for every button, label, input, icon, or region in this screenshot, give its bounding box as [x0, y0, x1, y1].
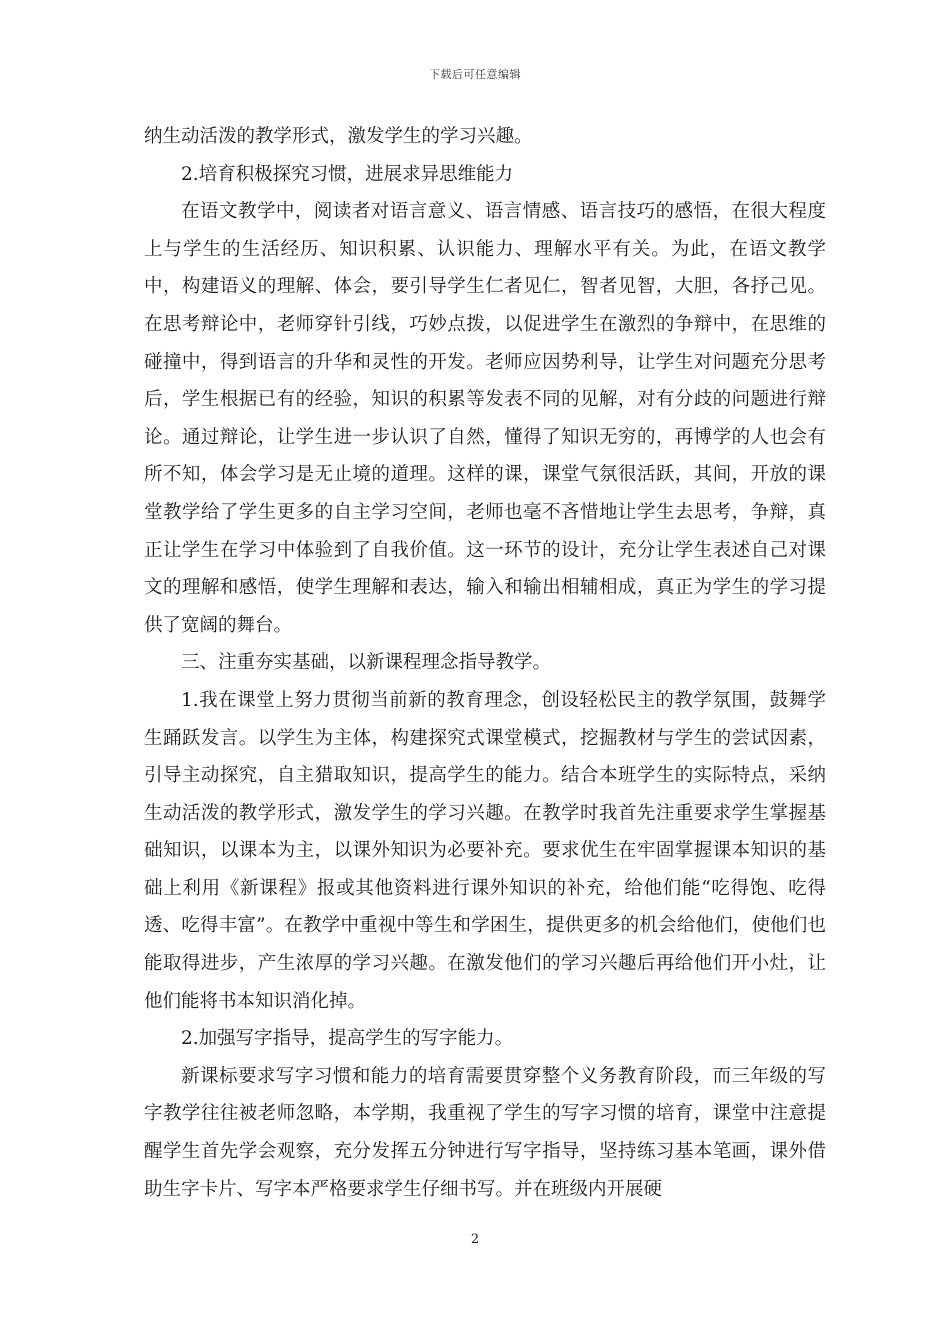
- paragraph-classroom: 1.我在课堂上努力贯彻当前新的教育理念，创设轻松民主的教学氛围，鼓舞学生踊跃发言。以学生为主体，构建探究式课堂模式，挖掘教材与学生的尝试因素，引导主动探究，自主猎取知识，提高学生的能力。结合本班学生的实际特点，采纳生动活泼的教学形式，激发学生的学习兴趣。在教学时我首先注重要求学生掌握基础知识，以课本为主，以课外知识为必要补充。要求优生在牢固掌握课本知识的基础上利用《新课程》报或其他资料进行课外知识的补充，给他们能“吃得饱、吃得透、吃得丰富”。在教学中重视中等生和学困生，提供更多的机会给他们，使他们也能取得进步，产生浓厚的学习兴趣。在激发他们的学习兴趣后再给他们开小灶，让他们能将书本知识消化掉。: [144, 689, 826, 1012]
- section-heading-3: 三、注重夯实基础，以新课程理念指导教学。: [181, 652, 552, 674]
- paragraph-continuation: 纳生动活泼的教学形式，激发学生的学习兴趣。: [144, 126, 533, 147]
- paragraph-debate: 在语文教学中，阅读者对语言意义、语言情感、语言技巧的感悟，在很大程度上与学生的生活经历、知识积累、认识能力、理解水平有关。为此，在语文教学中，构建语义的理解、体会，要引导学生仁者见仁，智者见智，大胆，各抒己见。在思考辩论中，老师穿针引线，巧妙点拨，以促进学生在激烈的争辩中，在思维的碰撞中，得到语言的升华和灵性的开发。老师应因势利导，让学生对问题充分思考后，学生根据已有的经验，知识的积累等发表不同的见解，对有分歧的问题进行辩论。通过辩论，让学生进一步认识了自然，懂得了知识无穷的，再博学的人也会有所不知，体会学习是无止境的道理。这样的课，课堂气氛很活跃，其间，开放的课堂教学给了学生更多的自主学习空间，老师也毫不吝惜地让学生去思考，争辩，真正让学生在学习中体验到了自我价值。这一环节的设计，充分让学生表述自己对课文的理解和感悟，使学生理解和表达，输入和输出相辅相成，真正为学生的学习提供了宽阔的舞台。: [144, 201, 826, 636]
- section-heading-writing: 2.加强写字指导，提高学生的写字能力。: [181, 1028, 514, 1050]
- document-body: [144, 118, 826, 1208]
- paragraph-writing: 新课标要求写字习惯和能力的培育需要贯穿整个义务教育阶段，而三年级的写字教学往往被老师忽略，本学期，我重视了学生的写字习惯的培育，课堂中注意提醒学生首先学会观察，充分发挥五分钟进行写字指导，坚持练习基本笔画，课外借助生字卡片、写字本严格要求学生仔细书写。并在班级内开展硬: [144, 1065, 826, 1200]
- page-number: 2: [470, 1232, 480, 1247]
- section-heading-2: 2.培育积极探究习惯，进展求异思维能力: [181, 163, 514, 185]
- page-header: 下载后可任意编辑: [429, 68, 521, 81]
